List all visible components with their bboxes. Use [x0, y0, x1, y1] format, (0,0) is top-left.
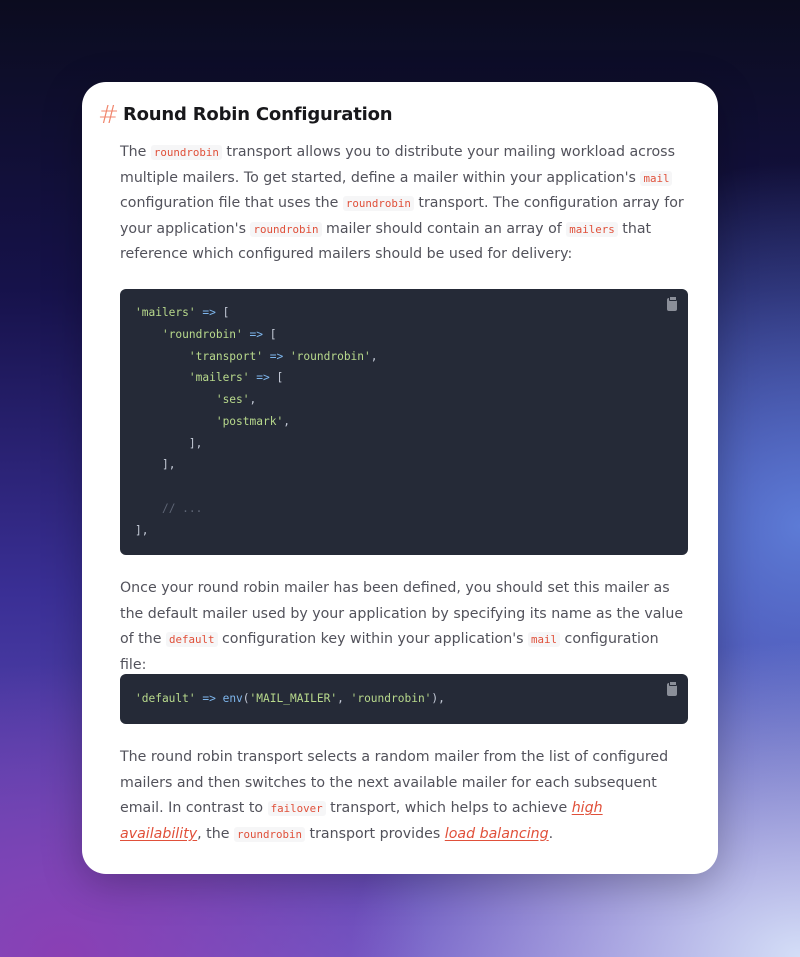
load-balancing-link[interactable]: load balancing: [444, 825, 549, 842]
inline-code: roundrobin: [250, 222, 321, 237]
clipboard-icon[interactable]: [667, 298, 677, 311]
code-block-default[interactable]: [120, 674, 688, 724]
docs-card: [82, 82, 718, 874]
code-content: 'default' => env('MAIL_MAILER', 'roundrobin'),: [135, 692, 445, 705]
anchor-hash-icon[interactable]: #: [98, 100, 119, 129]
code-content: 'mailers' => [ 'roundrobin' => [ 'transport' => 'roundrobin', 'mailers' => [ 'ses', 'postmark', ], ], // ... ],: [135, 306, 378, 537]
inline-code: mailers: [566, 222, 618, 237]
clipboard-icon[interactable]: [667, 683, 677, 696]
inline-code: failover: [268, 801, 326, 816]
inline-code: mail: [528, 632, 560, 647]
inline-code: roundrobin: [343, 196, 414, 211]
intro-paragraph: The roundrobin transport allows you to distribute your mailing workload across multiple mailers. To get started, define a mailer within your application's mail configuration file that uses the roundrobin transport. The configuration array for your application's roundrobin mailer should contain an array of mailers that reference which configured mailers should be used for delivery:: [120, 144, 684, 263]
inline-code: default: [166, 632, 218, 647]
code-block-mailers[interactable]: [120, 289, 688, 555]
inline-code: roundrobin: [151, 145, 222, 160]
high-availability-link[interactable]: high availability: [120, 800, 603, 842]
inline-code: roundrobin: [234, 827, 305, 842]
section-title: Round Robin Configuration: [122, 104, 393, 125]
transport-paragraph: The round robin transport selects a random mailer from the list of configured mailers and then switches to the next available mailer for each subsequent email. In contrast to failover transport, which helps to achieve high availability, the roundrobin transport provides load balancing.: [120, 749, 669, 842]
section-heading: [98, 102, 392, 127]
inline-code: mail: [640, 171, 672, 186]
default-mailer-paragraph: Once your round robin mailer has been defined, you should set this mailer as the default mailer used by your application by specifying its name as the value of the default configuration key within your application's mail configuration file:: [120, 580, 684, 673]
